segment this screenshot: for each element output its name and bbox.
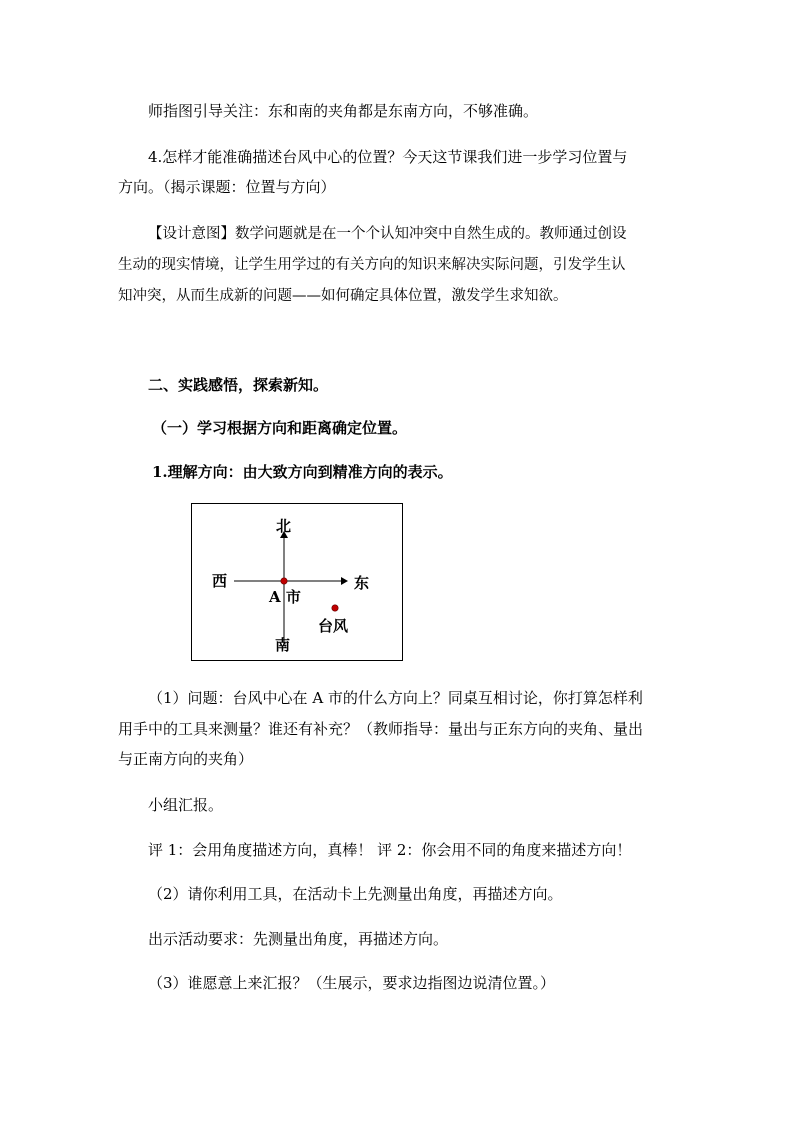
design-intent-line2: 生动的现实情境，让学生用学过的有关方向的知识来解决实际问题，引发学生认 <box>118 257 626 273</box>
paragraph-question-4-line1: 4.怎样才能准确描述台风中心的位置？今天这节课我们进一步学习位置与 <box>148 148 628 166</box>
item-heading: 1.理解方向：由大致方向到精准方向的表示。 <box>152 463 453 481</box>
section-heading: 二、实践感悟，探索新知。 <box>148 376 329 394</box>
activity-requirement: 出示活动要求：先测量出角度，再描述方向。 <box>148 930 449 948</box>
east-label: 东 <box>354 574 370 592</box>
question-3: （3）谁愿意上来汇报？（生展示，要求边指图边说清位置。） <box>148 974 556 992</box>
direction-diagram <box>191 503 403 661</box>
subsection-heading: （一）学习根据方向和距离确定位置。 <box>152 419 408 437</box>
design-intent-line1: 【设计意图】数学问题就是在一个个认知冲突中自然生成的。教师通过创设 <box>148 226 627 242</box>
question-2: （2）请你利用工具，在活动卡上先测量出角度，再描述方向。 <box>148 885 563 903</box>
question-1-line2: 用手中的工具来测量？谁还有补充？（教师指导：量出与正东方向的夹角、量出 <box>118 720 644 738</box>
south-label: 南 <box>275 636 291 654</box>
paragraph-question-4-line2: 方向。（揭示课题：位置与方向） <box>118 178 336 196</box>
paragraph-teacher-guidance: 师指图引导关注：东和南的夹角都是东南方向，不够准确。 <box>148 102 539 120</box>
typhoon-dot <box>332 605 338 611</box>
city-label: A 市 <box>269 588 301 606</box>
group-report: 小组汇报。 <box>148 796 224 814</box>
question-1-line3: 与正南方向的夹角） <box>118 750 254 768</box>
north-label: 北 <box>276 517 292 535</box>
city-dot <box>281 578 287 584</box>
typhoon-label: 台风 <box>318 617 349 635</box>
question-1-line1: （1）问题：台风中心在 A 市的什么方向上？同桌互相讨论，你打算怎样利 <box>148 689 643 707</box>
west-label: 西 <box>212 572 228 590</box>
evaluation: 评 1：会用角度描述方向，真棒！ 评 2：你会用不同的角度来描述方向！ <box>148 841 632 859</box>
design-intent-line3: 知冲突，从而生成新的问题——如何确定具体位置，激发学生求知欲。 <box>118 288 568 304</box>
